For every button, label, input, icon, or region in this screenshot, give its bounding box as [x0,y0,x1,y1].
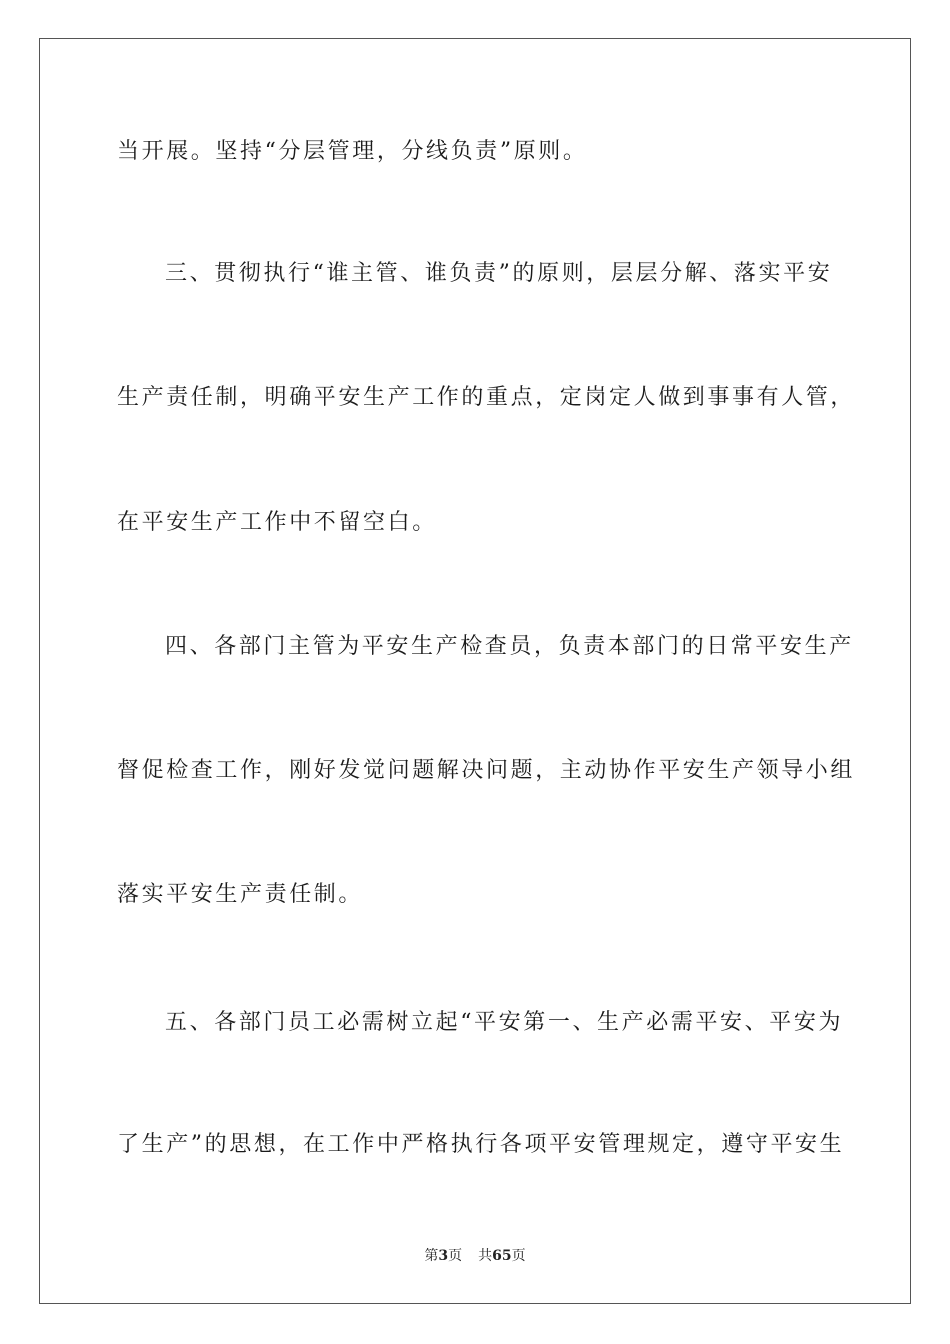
text-line-9: 了生产”的思想，在工作中严格执行各项平安管理规定，遵守平安生 [117,1132,845,1157]
text-line-6: 督促检查工作，刚好发觉问题解决问题，主动协作平安生产领导小组 [117,758,856,783]
page-border [39,38,911,1304]
total-label-prefix: 共 [478,1248,493,1264]
text-line-7: 落实平安生产责任制。 [117,882,364,907]
total-pages: 65 [492,1248,512,1264]
total-label-suffix: 页 [511,1248,526,1264]
text-line-5: 四、各部门主管为平安生产检查员，负责本部门的日常平安生产 [165,634,854,659]
page-label-suffix: 页 [448,1248,463,1264]
page-label-prefix: 第 [424,1248,439,1264]
text-line-8: 五、各部门员工必需树立起“平安第一、生产必需平安、平安为 [165,1010,844,1035]
text-line-3: 生产责任制，明确平安生产工作的重点，定岗定人做到事事有人管， [117,385,856,410]
page-number: 3 [438,1248,449,1264]
page-footer [0,1246,950,1266]
text-line-1: 当开展。坚持“分层管理，分线负责”原则。 [117,139,588,164]
text-line-4: 在平安生产工作中不留空白。 [117,510,437,535]
text-line-2: 三、贯彻执行“谁主管、谁负责”的原则，层层分解、落实平安 [165,261,833,286]
